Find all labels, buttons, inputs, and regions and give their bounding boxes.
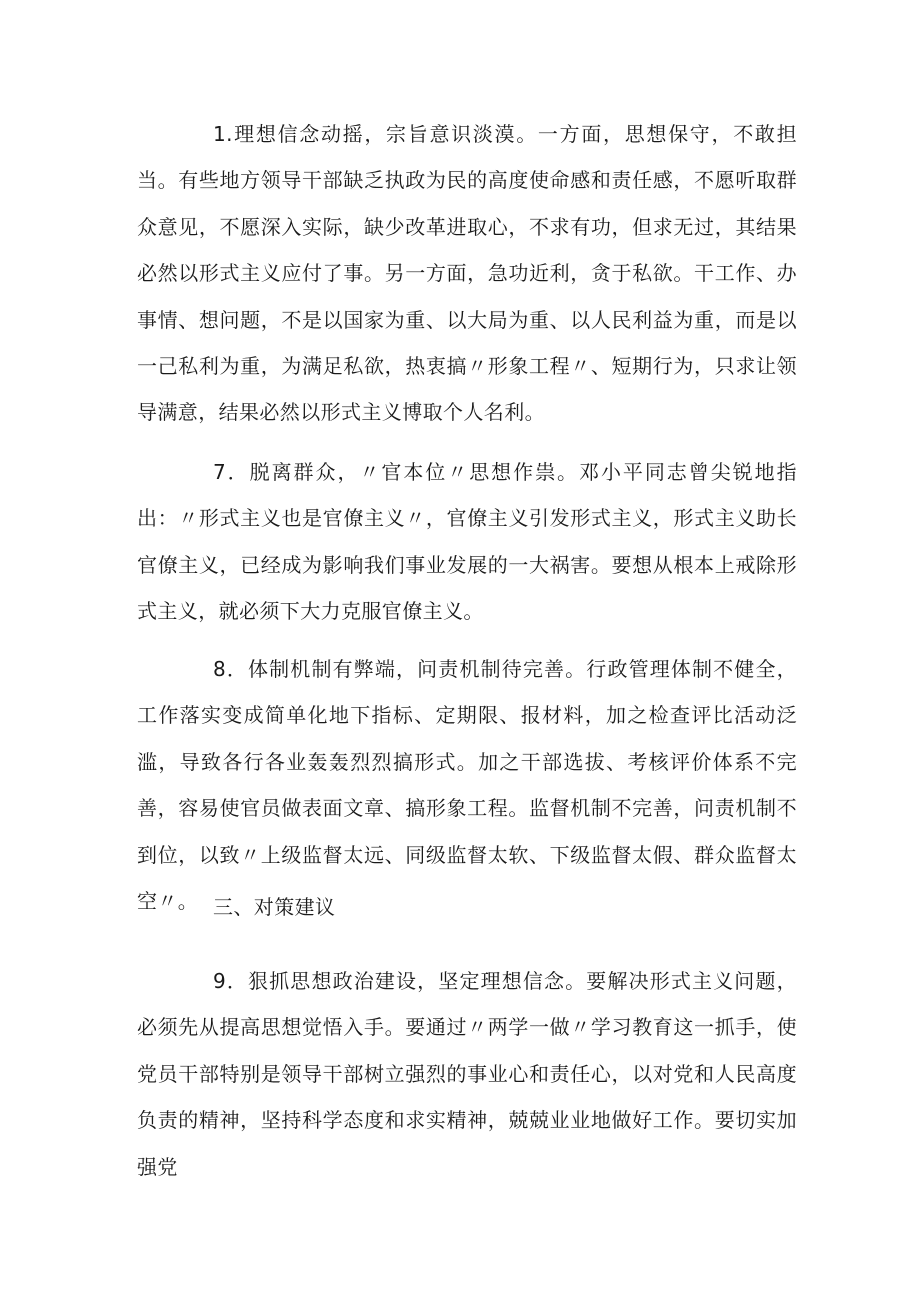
paragraph-detached-from-masses: 7．脱离群众，〃官本位〃思想作祟。邓小平同志曾尖锐地指出：〃形式主义也是官僚主义〃，官僚主义引发形式主义，形式主义助长官僚主义，已经成为影响我们事业发展的一大祸害。要想从根本上戒除形式主义，就必须下大力克服官僚主义。 — [137, 460, 797, 624]
paragraph-ideals-wavering: 1.理想信念动摇，宗旨意识淡漠。一方面，思想保守，不敢担当。有些地方领导干部缺乏执政为民的高度使命感和责任感，不愿听取群众意见，不愿深入实际，缺少改革进取心，不求有功，但求无过，其结果必然以形式主义应付了事。另一方面，急功近利，贪于私欲。干工作、办事情、想问题，不是以国家为重、以大局为重、以人民利益为重，而是以一己私利为重，为满足私欲，热衷搞〃形象工程〃、短期行为，只求让领导满意，结果必然以形式主义博取个人名利。 — [137, 122, 797, 425]
paragraph-institutional-flaws: 8．体制机制有弊端，问责机制待完善。行政管理体制不健全，工作落实变成简单化地下指标、定期限、报材料，加之检查评比活动泛滥，导致各行各业轰轰烈烈搞形式。加之干部选拔、考核评价体系不完善，容易使官员做表面文章、搞形象工程。监督机制不完善，问责机制不到位，以致〃上级监督太远、同级监督太软、下级监督太假、群众监督太空〃。 — [137, 657, 797, 914]
section-heading-countermeasures: 三、对策建议 — [213, 895, 336, 919]
paragraph-political-building: 9．狠抓思想政治建设，坚定理想信念。要解决形式主义问题，必须先从提高思想觉悟入手。要通过〃两学一做〃学习教育这一抓手，使党员干部特别是领导干部树立强烈的事业心和责任心，以对党和人民高度负责的精神，坚持科学态度和求实精神，兢兢业业地做好工作。要切实加强党 — [137, 969, 797, 1179]
